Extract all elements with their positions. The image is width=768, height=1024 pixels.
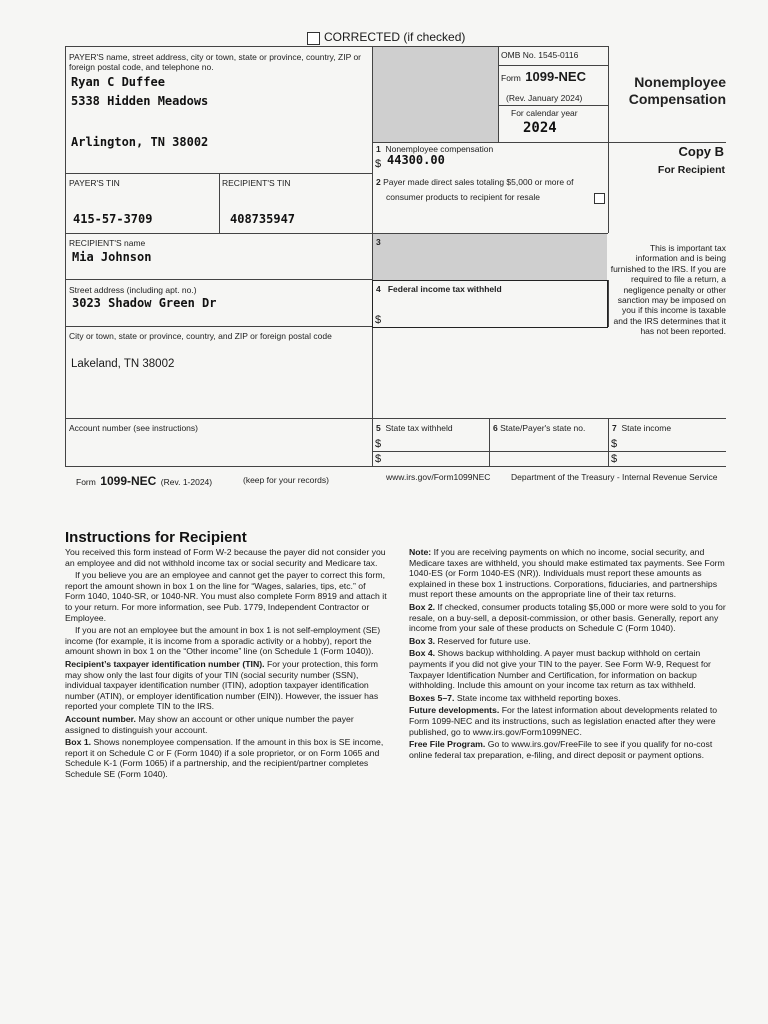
instr-left-p5: Box 1. Shows nonemployee compensation. If the amount in this box is SE income, report it on Schedule C or F (Form 1040) if a sole proprietor, or on Form 1065 and Schedule K-1 (Form 1065) if a partnership, and the recipient/partner completes Schedule SE (Form 1040). bbox=[65, 737, 384, 779]
instr-right-p6: Free File Program. Go to www.irs.gov/FreeFile to see if you qualify for no-cost online federal tax preparation, e-filing, and direct deposit or payment options. bbox=[409, 739, 713, 760]
copy-notice: This is important tax information and is being furnished to the IRS. If you are required to file a return, a negligence penalty or other sanction may be imposed on you if this income is taxable and the IRS determines that it has not been reported. bbox=[610, 243, 726, 337]
box5-label: 5 State tax withheld bbox=[376, 423, 453, 433]
box7-dollar-2: $ bbox=[611, 453, 618, 465]
instructions-left-column bbox=[65, 547, 387, 781]
instr-left-p0: You received this form instead of Form W-2 because the payer did not consider you an employee and did not withhold income tax or social security and Medicare tax. bbox=[65, 547, 386, 568]
box7-label: 7 State income bbox=[612, 423, 672, 433]
instr-left-p1: If you believe you are an employee and cannot get the payer to correct this form, report the amount shown in box 1 on the line for “Wages, salaries, tips, etc.” of Form 1040, 1040-SR, or 1040-NR. You must also complete Form 8919 and attach it to your return. For more information, see Pub. 1779, Independent Contractor or Employee. bbox=[65, 570, 387, 623]
box5-dollar-1: $ bbox=[375, 438, 382, 450]
payer-street: 5338 Hidden Meadows bbox=[71, 94, 209, 108]
payer-city: Arlington, TN 38002 bbox=[71, 135, 209, 149]
instr-left-p3: Recipient’s taxpayer identification number (TIN). For your protection, this form may show only the last four digits of your TIN (social security number (SSN), individual taxpayer identification number (ITIN), adoption taxpayer identification number (ATIN), or employer identification number (EIN)). However, the issuer has reported your complete TIN to the IRS. bbox=[65, 658, 379, 712]
form-title: Nonemployee Compensation bbox=[628, 74, 726, 107]
copy-title: Copy B bbox=[678, 144, 724, 159]
recipient-street-label: Street address (including apt. no.) bbox=[69, 285, 197, 295]
instructions-title: Instructions for Recipient bbox=[65, 529, 247, 546]
instr-right-p1: Box 2. If checked, consumer products totaling $5,000 or more were sold to you for resale, on a buy-sell, a deposit-commission, or other basis. Generally, report any income from your sale of these products on Schedule C (Form 1040). bbox=[409, 601, 726, 634]
instr-left-p2: If you are not an employee but the amount in box 1 is not self-employment (SE) income (for example, it is income from a sporadic activity or a hobby), report the amount shown in box 1 on the “Other income” line (on Schedule 1 (Form 1040)). bbox=[65, 625, 381, 657]
calendar-year: 2024 bbox=[523, 120, 557, 136]
instr-right-p5: Future developments. For the latest information about developments related to Form 1099-NEC and its instructions, such as legislation enacted after they were published, go to www.irs.gov/Form1099NEC. bbox=[409, 705, 718, 737]
instr-right-p3: Box 4. Shows backup withholding. A payer must backup withhold on certain payments if you did not give your TIN to the payer. See Form W-9, Request for Taxpayer Identification Number and Certification, for information on backup withholding. Include this amount on your income tax return as tax withheld. bbox=[409, 648, 711, 691]
box2-checkbox[interactable] bbox=[594, 193, 605, 204]
instructions-right-column bbox=[409, 547, 727, 762]
box7-dollar-1: $ bbox=[611, 438, 618, 450]
box6-label: 6 State/Payer's state no. bbox=[493, 423, 586, 433]
recipient-name-label: RECIPIENT'S name bbox=[69, 238, 146, 248]
instr-right-p0: Note: If you are receiving payments on which no income, social security, and Medicare taxes are withheld, you should make estimated tax payments. See Form 1040-ES (or Form 1040-ES (NR)). Individuals must report these amounts as explained in these box 1 instructions. Corporations, fiduciaries, and partnerships must report these amounts on the appropriate line of their tax returns. bbox=[409, 547, 725, 600]
footer-website: www.irs.gov/Form1099NEC bbox=[386, 472, 491, 482]
recipient-tin-value: 408735947 bbox=[230, 212, 296, 226]
instr-right-p4: Boxes 5–7. State income tax withheld reporting boxes. bbox=[409, 692, 621, 703]
recipient-name: Mia Johnson bbox=[72, 250, 152, 264]
recipient-tin-label: RECIPIENT'S TIN bbox=[222, 178, 291, 188]
copy-subtitle: For Recipient bbox=[657, 164, 725, 176]
instr-left-p4: Account number. May show an account or other unique number the payer assigned to distinguish your account. bbox=[65, 713, 354, 735]
recipient-city: Lakeland, TN 38002 bbox=[71, 358, 175, 370]
shaded-area-top bbox=[372, 47, 498, 142]
footer-keep: (keep for your records) bbox=[243, 475, 329, 485]
payer-tin-value: 415-57-3709 bbox=[73, 212, 153, 226]
box4-dollar: $ bbox=[375, 314, 382, 326]
payer-label: PAYER'S name, street address, city or town, state or province, country, ZIP or foreign postal code, and telephone no. bbox=[69, 52, 362, 72]
box1-label: 1 Nonemployee compensation bbox=[376, 144, 494, 154]
instr-right-p2: Box 3. Reserved for future use. bbox=[409, 635, 531, 646]
account-label: Account number (see instructions) bbox=[69, 423, 198, 433]
box3-label: 3 bbox=[376, 237, 381, 247]
calendar-year-label: For calendar year bbox=[511, 108, 578, 118]
box3-shaded bbox=[372, 233, 607, 280]
box2-label: 2 Payer made direct sales totaling $5,000 or more of bbox=[376, 177, 574, 187]
corrected-checkbox[interactable] bbox=[307, 32, 320, 45]
box1-value: 44300.00 bbox=[387, 153, 445, 167]
box5-dollar-2: $ bbox=[375, 453, 382, 465]
box1-dollar: $ bbox=[375, 158, 382, 170]
payer-name: Ryan C Duffee bbox=[71, 75, 165, 89]
recipient-street: 3023 Shadow Green Dr bbox=[72, 296, 217, 310]
form-revision: (Rev. January 2024) bbox=[506, 93, 583, 103]
omb-number: OMB No. 1545-0116 bbox=[501, 50, 579, 60]
box2-label-line2: consumer products to recipient for resale bbox=[386, 192, 541, 202]
footer-department: Department of the Treasury - Internal Revenue Service bbox=[511, 472, 718, 482]
payer-tin-label: PAYER'S TIN bbox=[69, 178, 120, 188]
corrected-label: CORRECTED (if checked) bbox=[324, 30, 466, 44]
footer-form-name: Form 1099-NEC (Rev. 1-2024) bbox=[76, 474, 213, 488]
form-name-header: Form 1099-NEC bbox=[501, 69, 586, 84]
box4-label: 4 Federal income tax withheld bbox=[376, 284, 502, 294]
recipient-city-label: City or town, state or province, country, and ZIP or foreign postal code bbox=[69, 331, 332, 341]
